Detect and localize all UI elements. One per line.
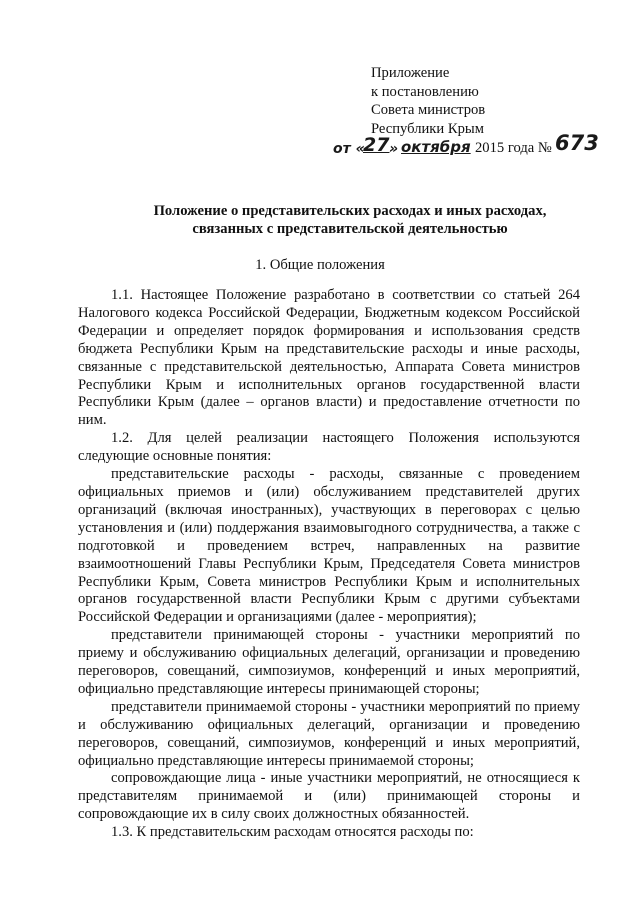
approval-line-resolution: к постановлению [371,83,479,100]
approval-date-line [333,131,599,160]
document-title [70,202,630,238]
approval-line-council: Совета министров [371,102,486,119]
approval-line-republic: Республики Крым [371,120,484,137]
approval-line-appendix: Приложение [371,65,450,81]
definition-accompanying-persons: сопровождающие лица - иные участники мероприятий, не относящиеся к представителям принимаемой и (или) принимающей стороны и сопровождающие их в силу своих должностных обязанностей. [78,770,580,823]
date-month: октября [401,138,471,157]
section-heading: 1. Общие положения [255,257,385,273]
paragraph-1-1: 1.1. Настоящее Положение разработано в соответствии со статьей 264 Налогового кодекса Российской Федерации, Бюджетным кодексом Российской Федерации и определяет порядок формирования и использования средств бюджета Республики Крым на представительские расходы и иные расходы, связанные с представительской деятельностью, Аппарата Совета министров Республики Крым и исполнительных органов государственной власти Республики Крым (далее – органов власти) и предоставление отчетности по ним. [78,287,580,429]
paragraph-1-2: 1.2. Для целей реализации настоящего Положения используются следующие основные понятия: [78,430,580,465]
definition-host-representatives: представители принимающей стороны - участники мероприятий по приему и обслуживанию официальных делегаций, организации и проведению переговоров, совещаний, симпозиумов, конференций и иных мероприятий, официально представляющие интересы принимающей стороны; [78,627,580,697]
document-number: 673 [555,131,599,156]
definition-representative-expenses: представительские расходы - расходы, связанные с проведением официальных приемов и (или) обслуживанием представителей других организаций (включая иностранных), участвующих в переговорах с целью установления и (или) поддержания взаимовыгодного сотрудничества, а также с подготовкой и проведением встреч, направленных на развитие взаимоотношений Главы Республики Крым, Председателя Совета министров Республики Крым, Совета министров Республики Крым и исполнительных органов государственной власти Республики Крым с другими субъектами Российской Федерации и организациями (далее - мероприятия); [78,466,580,626]
paragraph-1-3: 1.3. К представительским расходам относятся расходы по: [111,824,474,841]
date-day: 27 [363,134,390,157]
title-line-2: связанных с представительской деятельностью [192,221,508,237]
document-body [78,287,580,842]
approval-block [333,64,599,160]
date-mid: » [389,141,399,158]
title-line-1: Положение о представительских расходах и иных расходах, [153,203,547,219]
definition-guest-representatives: представители принимаемой стороны - участники мероприятий по приему и обслуживанию официальных делегаций, организации и проведению переговоров, совещаний, симпозиумов, конференций и иных мероприятий, официально представляющие интересы принимаемой стороны; [78,698,580,769]
date-year: 2015 года № [475,140,552,157]
date-prefix: от « [333,141,365,158]
